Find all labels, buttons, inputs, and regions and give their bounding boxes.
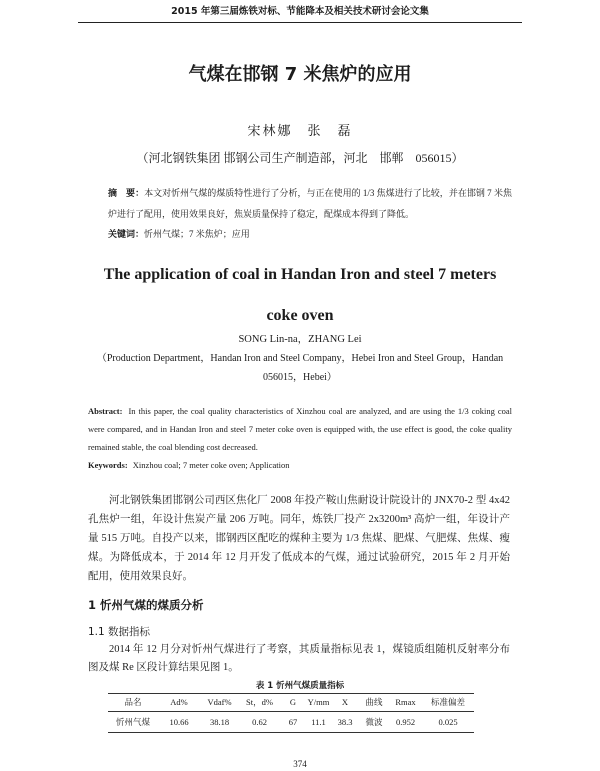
abstract-en-label: Abstract: [88, 406, 123, 416]
table-cell: 0.952 [395, 717, 416, 727]
table-cell: 0.025 [438, 717, 458, 727]
table-header-cell: 品名 [124, 697, 142, 707]
table-header-cell: Rmax [395, 697, 416, 707]
table-row [108, 712, 474, 732]
table-cell: 0.62 [252, 717, 267, 727]
keywords-cn-label: 关键词： [108, 230, 145, 240]
abstract-en-text: In this paper, the coal quality characteristics of Xinzhou coal are analyzed, and are using the 1/3 coking coal were compared, and in Handan Iron and steel 7 meter coke oven is equipped with, the use effect is good, the coke quality remained stable, the coal blending cost decreased. [88, 406, 512, 452]
affiliation-en [88, 349, 512, 387]
abstract-en [88, 402, 512, 474]
affiliation-en-line-1: （Production Department，Handan Iron and Steel Company，Hebei Iron and Steel Group，Handan [96, 353, 504, 364]
table-header-cell: 曲线 [365, 697, 383, 707]
table-caption: 表 1 忻州气煤质量指标 [255, 681, 345, 691]
keywords-cn [108, 224, 512, 245]
paper-title-en-line-1: The application of coal in Handan Iron and steel 7 meters [103, 266, 497, 283]
keywords-en-text: Xinzhou coal; 7 meter coke oven; Application [132, 460, 290, 470]
paper-title-en-line-2: coke oven [266, 307, 334, 324]
abstract-cn-paragraph [108, 183, 512, 224]
section-heading: 1 忻州气煤的煤质分析 [88, 598, 204, 612]
table-header-cell: Y/mm [307, 697, 330, 707]
table-header-cell: St，d% [246, 697, 273, 707]
page-number: 374 [293, 759, 307, 769]
table-cell: 10.66 [169, 717, 189, 727]
keywords-cn-text: 忻州气煤；7 米焦炉；应用 [144, 229, 250, 239]
header-rule [78, 22, 522, 23]
running-header: 2015 年第三届炼铁对标、节能降本及相关技术研讨会论文集 [171, 6, 429, 17]
intro-paragraph: 河北钢铁集团邯钢公司西区焦化厂 2008 年投产鞍山焦耐设计院设计的 JNX70-2 型 4x42 孔焦炉一组，年设计焦炭产量 206 万吨。同年，炼铁厂投产 2x3200m³ 高炉一组，年设计产量 515 万吨。自投产以来，邯钢西区配吃的煤种主要为 1/3 焦煤、肥煤、气肥煤、焦煤、瘦煤。为降低成本，于 2014 年 12 月开发了低成本的气煤，通过试验研究，2015 年 2 月开始配用，使用效果良好。 [88, 495, 510, 582]
table-cell: 38.3 [337, 717, 353, 727]
table-header-row [108, 694, 474, 712]
table-header-cell: Vdaf% [207, 697, 232, 707]
paper-title-cn: 气煤在邯钢 7 米焦炉的应用 [188, 64, 412, 85]
body-paragraph: 2014 年 12 月分对忻州气煤进行了考察，其质量指标见表 1，煤镜质组随机反射率分布图及煤 Re 区段计算结果见图 1。 [88, 644, 510, 673]
authors-cn: 宋林娜 张 磊 [247, 123, 353, 138]
table-cell: 67 [288, 717, 298, 727]
table-cell: 38.18 [209, 717, 230, 727]
keywords-en-label: Keywords: [88, 460, 128, 470]
abstract-cn [108, 183, 512, 245]
table-header-cell: Ad% [170, 697, 188, 707]
table-cell: 忻州气煤 [115, 717, 150, 727]
table-cell: 微波 [365, 717, 383, 727]
table-header-cell: G [289, 697, 297, 707]
affiliation-en-line-2: 056015，Hebei） [263, 372, 337, 383]
authors-en: SONG Lin-na，ZHANG Lei [238, 334, 362, 345]
table-header-cell: 标准偏差 [430, 697, 465, 707]
keywords-en [88, 456, 512, 474]
abstract-cn-label: 摘 要： [108, 189, 145, 199]
abstract-cn-text: 本文对忻州气煤的煤质特性进行了分析，与正在使用的 1/3 焦煤进行了比较，并在邯钢 7 米焦炉进行了配用，使用效果良好，焦炭质量保持了稳定，配煤成本得到了降低。 [108, 188, 512, 219]
quality-index-table [108, 693, 474, 733]
abstract-en-paragraph [88, 402, 512, 456]
affiliation-cn: （河北钢铁集团 邯钢公司生产制造部，河北 邯郸 056015） [136, 151, 464, 165]
table-cell: 11.1 [311, 717, 326, 727]
subsection-heading: 1.1 数据指标 [88, 626, 151, 638]
table-header-cell: X [341, 697, 349, 707]
